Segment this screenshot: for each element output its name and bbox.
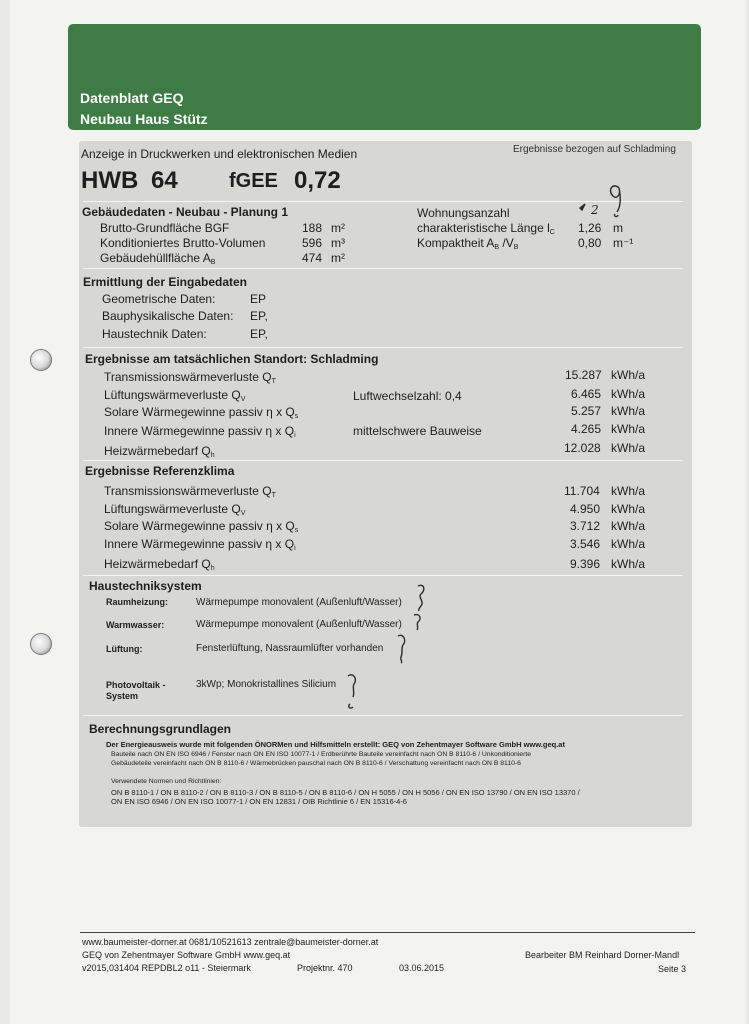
- compactness-unit: m⁻¹: [613, 236, 634, 250]
- divider: [83, 460, 683, 461]
- char-length-label: charakteristische Länge $l_C$: [417, 221, 555, 236]
- footer-version: v2015,031404 REPDBL2 o11 - Steiermark: [82, 963, 251, 973]
- actual-row-unit: kWh/a: [611, 387, 646, 401]
- handwritten-mark: [575, 180, 635, 220]
- envelope-area-value: 474: [302, 251, 323, 265]
- pv-label: Photovoltaik -: [106, 680, 166, 690]
- fgee-value: 0,72: [294, 167, 341, 194]
- ventilation-value: Fensterlüftung, Nassraumlüfter vorhanden: [196, 643, 384, 654]
- basis-line: Der Energieausweis wurde mit folgenden ÖNORMen und Hilfsmitteln erstellt: GEQ von Zehentmayer Software GmbH www.geq.at: [106, 740, 565, 749]
- reference-row-value: 4.950: [570, 502, 601, 516]
- reference-row-unit: kWh/a: [611, 557, 646, 571]
- basis-line: Gebäudeteile vereinfacht nach ON B 8110-6 / Wärmebrücken pauschal nach ON B 8110-6 / Verschattung vereinfacht nach ON B 8110-6: [111, 760, 521, 767]
- data-panel: [79, 141, 692, 827]
- reference-row-label: Solare Wärmegewinne passiv η x $Q_s$: [104, 519, 299, 534]
- bgf-unit: m²: [331, 221, 345, 235]
- actual-row-unit: kWh/a: [611, 404, 646, 418]
- footer-page: Seite 3: [658, 964, 687, 974]
- building-title: Gebäudedaten - Neubau - Planung 1: [82, 205, 289, 219]
- char-length-unit: m: [613, 221, 623, 235]
- basis-line: Verwendete Normen und Richtlinien:: [111, 778, 222, 785]
- reference-row-unit: kWh/a: [611, 502, 646, 516]
- pv-label-system: System: [106, 691, 139, 701]
- reference-row-value: 3.712: [570, 519, 601, 533]
- envelope-area-label: Gebäudehüllfläche $A_B$: [100, 251, 216, 266]
- volume-label: Konditioniertes Brutto-Volumen: [100, 236, 266, 250]
- reference-row-unit: kWh/a: [611, 519, 646, 533]
- location-note: Ergebnisse bezogen auf Schladming: [513, 144, 676, 155]
- actual-row-value: 4.265: [571, 422, 602, 436]
- basis-line: ON EN ISO 6946 / ON EN ISO 10077-1 / ON EN 12831 / OIB Richtlinie 6 / EN 15316-4-6: [111, 797, 407, 806]
- basis-title: Berechnungsgrundlagen: [89, 722, 232, 736]
- actual-row-value: 12.028: [564, 441, 601, 455]
- footer-editor: Bearbeiter BM Reinhard Dorner-Mandl: [525, 950, 680, 960]
- actual-row-note: mittelschwere Bauweise: [353, 424, 482, 438]
- actual-row-value: 5.257: [571, 404, 602, 418]
- input-physics-label: Bauphysikalische Daten:: [102, 309, 234, 323]
- input-title: Ermittlung der Eingabedaten: [83, 275, 248, 289]
- input-physics-value: EP,: [250, 309, 268, 323]
- bgf-value: 188: [302, 221, 323, 235]
- handwritten-mark: [392, 632, 412, 666]
- footer-project: Projektnr. 470: [297, 963, 353, 973]
- header-title: Datenblatt GEQ: [80, 90, 184, 106]
- volume-unit: m³: [331, 236, 345, 250]
- bgf-label: Brutto-Grundfläche BGF: [100, 221, 230, 235]
- units-label: Wohnungsanzahl: [417, 206, 510, 220]
- header-subtitle: Neubau Haus Stütz: [80, 111, 208, 127]
- actual-row-unit: kWh/a: [611, 422, 646, 436]
- divider: [83, 268, 683, 269]
- hwb-value: 64: [151, 167, 178, 194]
- reference-row-value: 9.396: [570, 557, 601, 571]
- handwritten-mark: [408, 612, 428, 634]
- ventilation-label: Lüftung:: [106, 644, 143, 654]
- hwb-label: HWB: [81, 167, 139, 194]
- reference-row-value: 11.704: [564, 484, 600, 498]
- actual-row-label: Transmissionswärmeverluste $Q_T$: [104, 370, 276, 385]
- compactness-label: Kompaktheit $A_B$ $/V_B$: [417, 236, 519, 251]
- input-hvac-label: Haustechnik Daten:: [102, 327, 207, 341]
- actual-row-value: 15.287: [565, 368, 602, 382]
- reference-row-label: Transmissionswärmeverluste $Q_T$: [104, 484, 276, 499]
- punch-hole-bottom: [30, 633, 52, 655]
- volume-value: 596: [302, 236, 323, 250]
- input-geometry-label: Geometrische Daten:: [102, 292, 216, 306]
- handwritten-mark: [412, 582, 432, 614]
- fgee-label: fGEE: [229, 170, 278, 192]
- units-value: 2: [591, 203, 599, 217]
- handwritten-mark: [342, 670, 364, 712]
- divider: [83, 347, 683, 348]
- actual-row-value: 6.465: [571, 387, 602, 401]
- actual-row-label: Solare Wärmegewinne passiv η x $Q_s$: [104, 405, 299, 420]
- basis-line: Bauteile nach ON EN ISO 6946 / Fenster nach ON EN ISO 10077-1 / Erdberührte Bauteile vereinfacht nach ON B 8110-6 / Unkonditionierte: [111, 751, 531, 758]
- heating-label: Raumheizung:: [106, 597, 168, 607]
- reference-row-unit: kWh/a: [611, 537, 646, 551]
- reference-row-label: Innere Wärmegewinne passiv η x $Q_i$: [104, 537, 296, 552]
- hot-water-value: Wärmepumpe monovalent (Außenluft/Wasser): [196, 619, 402, 630]
- hvac-title: Haustechniksystem: [89, 579, 202, 593]
- footer-contact: www.baumeister-dorner.at 0681/10521613 zentrale@baumeister-dorner.at: [82, 937, 379, 947]
- divider: [83, 715, 683, 716]
- reference-row-value: 3.546: [570, 537, 601, 551]
- footer-software: GEQ von Zehentmayer Software GmbH www.geq.at: [82, 950, 291, 960]
- punch-hole-top: [30, 349, 52, 371]
- compactness-value: 0,80: [578, 236, 602, 250]
- basis-line: ON B 8110-1 / ON B 8110-2 / ON B 8110-3 / ON B 8110-5 / ON B 8110-6 / ON H 5055 / ON H 5056 / ON EN ISO 13790 / ON EN ISO 13370 /: [111, 788, 580, 797]
- heating-value: Wärmepumpe monovalent (Außenluft/Wasser): [196, 597, 402, 608]
- char-length-value: 1,26: [578, 221, 602, 235]
- reference-row-label: Lüftungswärmeverluste $Q_V$: [104, 502, 246, 517]
- divider: [83, 575, 683, 576]
- input-hvac-value: EP,: [250, 327, 268, 341]
- header-banner: [68, 24, 701, 130]
- actual-row-unit: kWh/a: [611, 441, 646, 455]
- actual-title: Ergebnisse am tatsächlichen Standort: Schladming: [85, 352, 379, 366]
- footer-divider: [80, 932, 695, 933]
- actual-row-label: Innere Wärmegewinne passiv η x $Q_i$: [104, 424, 296, 439]
- hot-water-label: Warmwasser:: [106, 620, 165, 630]
- reference-row-label: Heizwärmebedarf $Q_h$: [104, 557, 215, 572]
- actual-row-label: Lüftungswärmeverluste $Q_V$: [104, 388, 246, 403]
- envelope-area-unit: m²: [331, 251, 345, 265]
- reference-title: Ergebnisse Referenzklima: [85, 464, 235, 478]
- reference-row-unit: kWh/a: [611, 484, 646, 498]
- pv-value: 3kWp; Monokristallines Silicium: [196, 679, 337, 690]
- media-note: Anzeige in Druckwerken und elektronischen Medien: [81, 147, 358, 161]
- actual-row-label: Heizwärmebedarf $Q_h$: [104, 444, 215, 459]
- input-geometry-value: EP: [250, 292, 267, 306]
- footer-date: 03.06.2015: [399, 963, 445, 973]
- actual-row-unit: kWh/a: [611, 368, 646, 382]
- actual-row-note: Luftwechselzahl: 0,4: [353, 389, 462, 403]
